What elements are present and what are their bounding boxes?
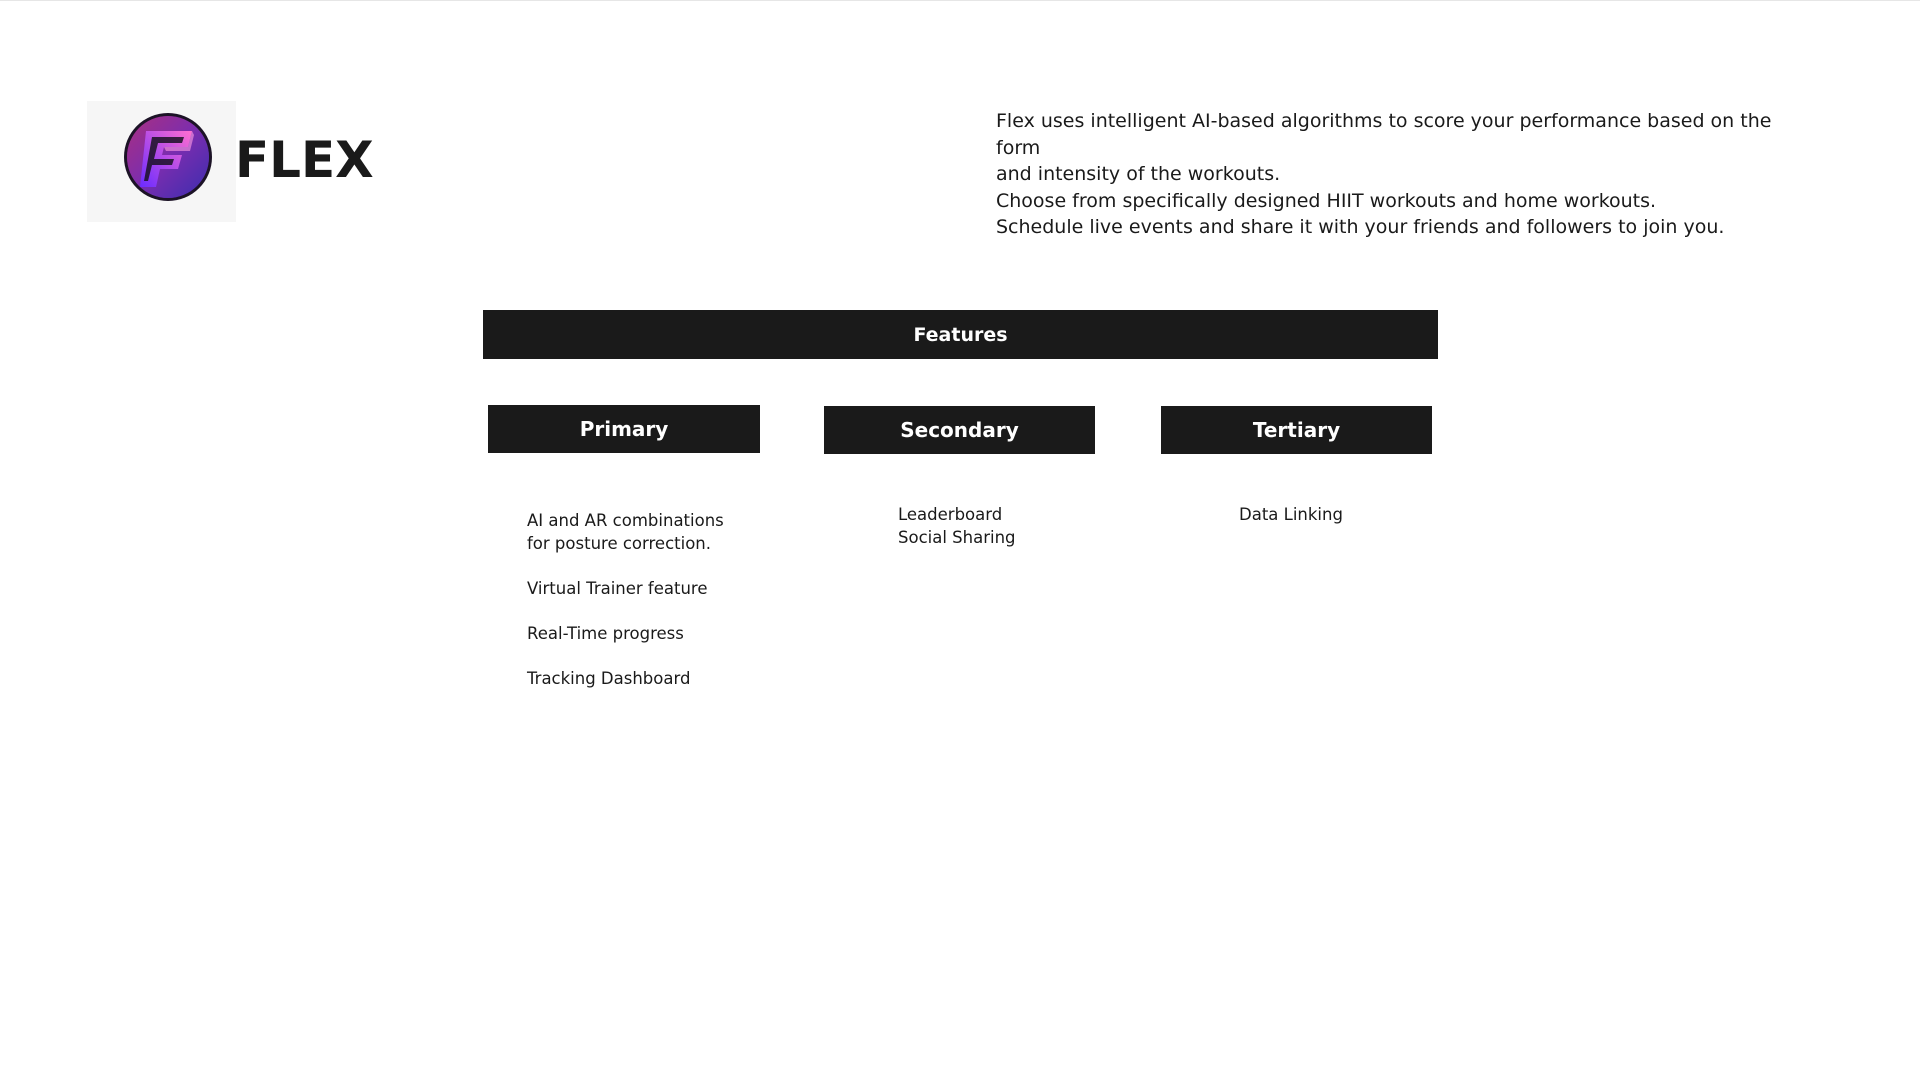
category-secondary-header bbox=[824, 406, 1095, 454]
flex-logo-icon bbox=[124, 113, 212, 201]
list-item: Tracking Dashboard bbox=[527, 669, 691, 688]
list-item: Virtual Trainer feature bbox=[527, 579, 708, 598]
description-line: Schedule live events and share it with your friends and followers to join you. bbox=[996, 216, 1725, 238]
category-tertiary-header bbox=[1161, 406, 1432, 454]
list-item: Social Sharing bbox=[898, 528, 1016, 547]
logo-tile bbox=[87, 101, 236, 222]
description-line: Flex uses intelligent AI-based algorithms to score your performance based on the form bbox=[996, 110, 1772, 159]
top-divider bbox=[0, 0, 1920, 1]
list-item: Data Linking bbox=[1239, 505, 1343, 524]
category-label: Tertiary bbox=[1252, 418, 1341, 442]
features-title: Features bbox=[913, 323, 1008, 346]
category-primary-header bbox=[488, 405, 760, 453]
brand-wordmark: FLEX bbox=[235, 131, 374, 189]
tertiary-feature-list bbox=[1239, 503, 1343, 526]
secondary-feature-list bbox=[898, 503, 1016, 549]
list-item: Real-Time progress bbox=[527, 624, 684, 643]
description-line: and intensity of the workouts. bbox=[996, 163, 1281, 185]
category-label: Secondary bbox=[900, 418, 1019, 442]
category-label: Primary bbox=[579, 417, 669, 441]
list-item: Leaderboard bbox=[898, 505, 1003, 524]
list-item: AI and AR combinations for posture correction. bbox=[527, 511, 724, 553]
description-line: Choose from specifically designed HIIT workouts and home workouts. bbox=[996, 189, 1657, 212]
features-header bbox=[483, 310, 1438, 359]
primary-feature-list bbox=[527, 509, 787, 712]
app-description bbox=[996, 108, 1796, 241]
